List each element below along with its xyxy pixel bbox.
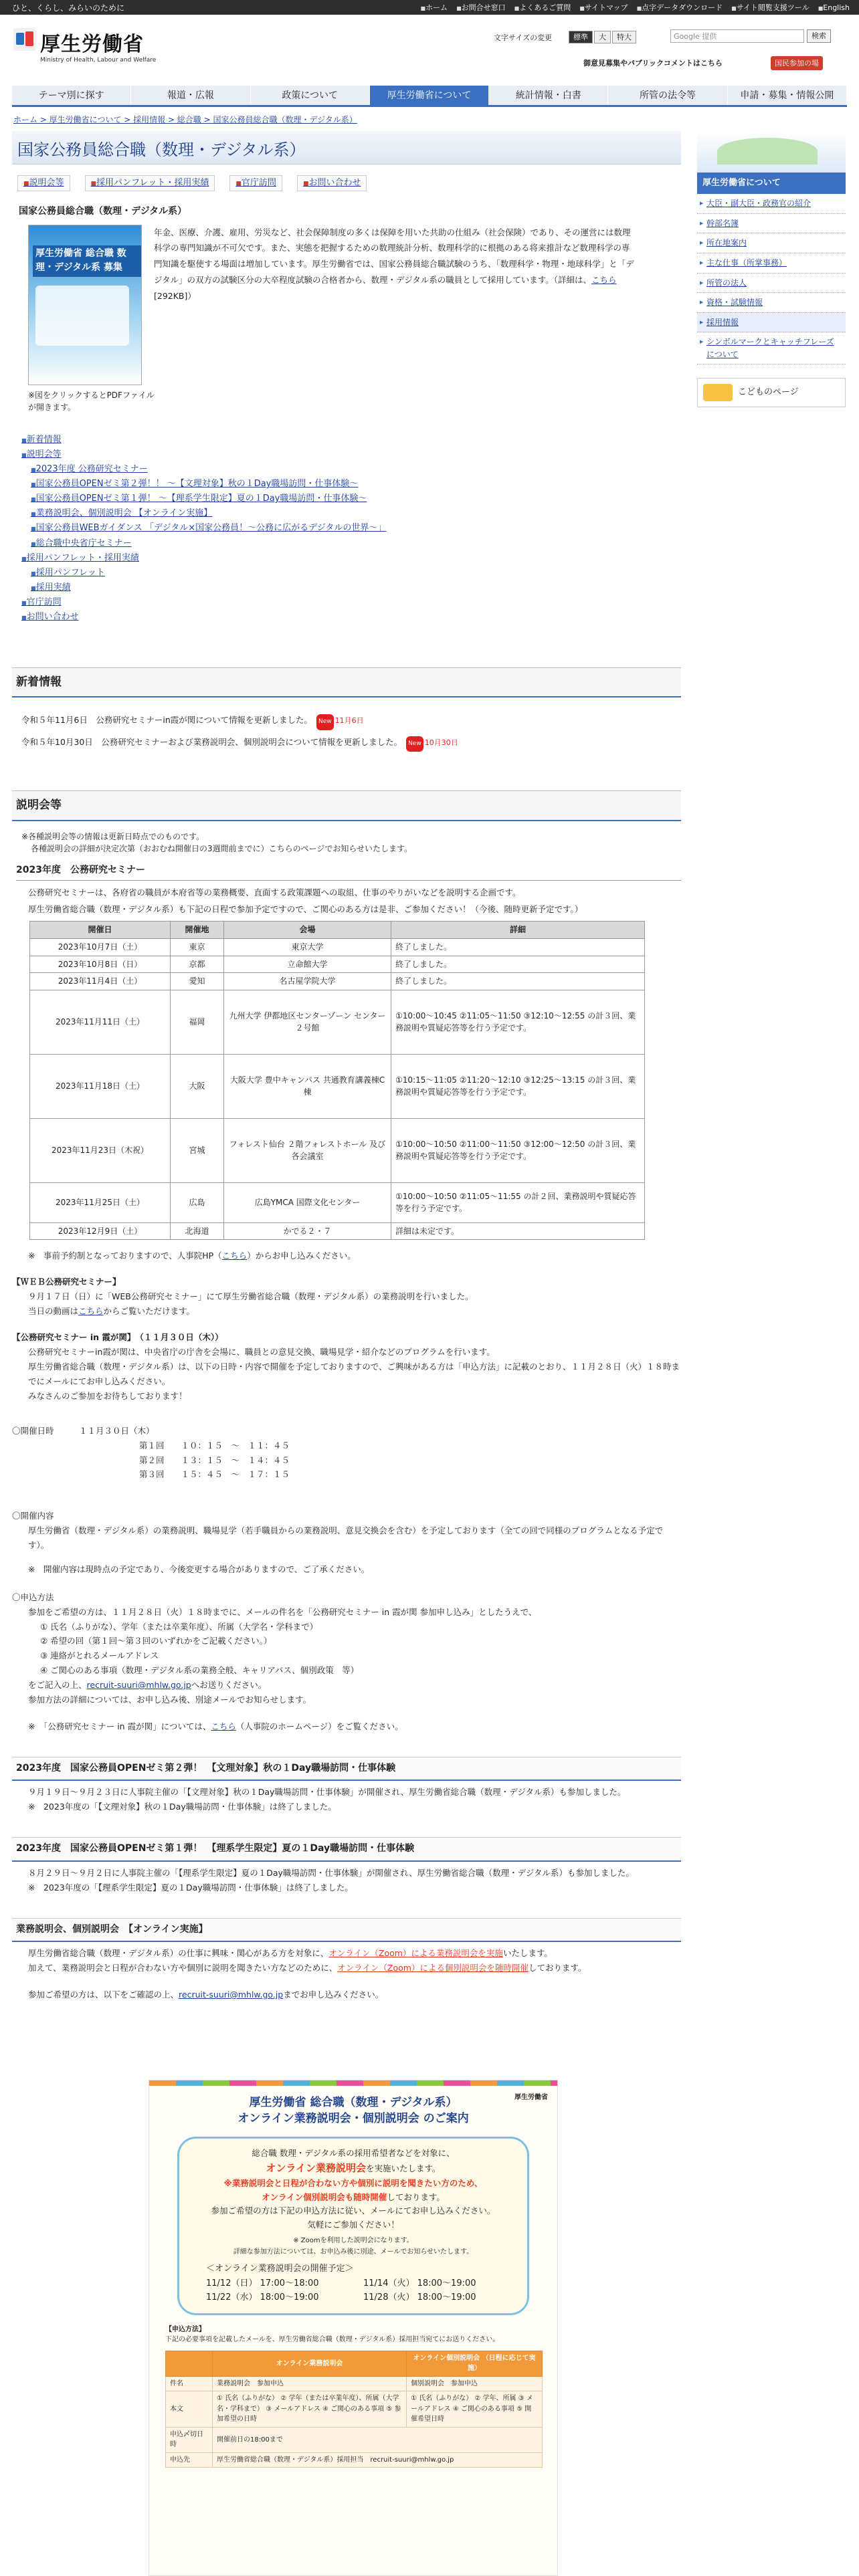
nav-about[interactable]: 厚生労働省について <box>370 86 489 105</box>
online-p2 <box>28 1961 681 1975</box>
kasumi-content: 厚生労働省（数理・デジタル系）の業務説明、職場見学（若手職員からの業務説明、意見交換会を含む）を予定しております（全ての回で同様のプログラムとなる予定です）。 <box>28 1525 664 1550</box>
flyer-apply <box>165 2325 541 2468</box>
kasumi-end <box>28 1719 681 1734</box>
flyer-schedule-item: 11/12（日） 17:00〜18:00 <box>206 2278 319 2288</box>
kasumi-jinjiin-link[interactable]: こちら <box>211 1721 236 1731</box>
table-row <box>30 990 645 1054</box>
intro-pdf-link[interactable]: こちら <box>591 274 617 285</box>
reserve-tail: ）からお申し込みください。 <box>247 1251 356 1261</box>
online-p2-b: しております。 <box>528 1963 587 1973</box>
col-place: 開催地 <box>171 922 224 939</box>
link-accessibility[interactable]: ■ サイト閲覧支援ツール <box>731 2 809 13</box>
kasumi-last: 参加方法の詳細については、お申し込み後、別途メールでお知らせします。 <box>28 1694 312 1705</box>
flyer-table-row <box>166 2391 543 2428</box>
online-p1 <box>28 1946 681 1961</box>
table-row <box>30 973 645 990</box>
flyer-schedule-item: 11/14（火） 18:00〜19:00 <box>363 2278 476 2288</box>
flyer-col <box>166 2351 213 2376</box>
open1-block <box>12 1866 681 1895</box>
flyer-table-header <box>166 2351 543 2376</box>
table-row <box>30 1182 645 1222</box>
news-item <box>21 710 681 732</box>
sidebar-heading: 厚生労働省について <box>697 173 846 194</box>
anchor-visit[interactable]: ■ 官庁訪問 <box>229 175 282 191</box>
flyer-cell: ① 氏名（ふりがな） ② 学年（または卒業年度）、所属（大学名・学科まで） ③ メールアドレス ④ ご関心のある事項 ⑤ 参加希望の日時 <box>213 2391 407 2428</box>
breadcrumb[interactable]: ホーム > 厚生労働省について > 採用情報 > 総合職 > 国家公務員総合職（数理・デジタル系） <box>13 115 357 124</box>
open2-heading: 2023年度 国家公務員OPENゼミ第２弾！ 【文理対象】秋の１Day職場訪問・仕事体験 <box>12 1757 681 1782</box>
intro-heading: 国家公務員総合職（数理・デジタル系） <box>19 206 187 217</box>
kasumi-slot: 第１回 １０：１５ 〜 １１：４５ <box>139 1440 290 1451</box>
flyer-l2-b: を実施いたします。 <box>366 2163 441 2174</box>
flyer-cell: 申込先 <box>166 2452 213 2468</box>
nav-press[interactable]: 報道・広報 <box>131 86 250 105</box>
online-p1-b: いたします。 <box>502 1948 553 1959</box>
link-english[interactable]: ■ English <box>818 2 850 13</box>
sidebar-list <box>697 194 846 364</box>
opinion-link[interactable]: 御意見募集やパブリックコメントはこちら <box>583 59 723 68</box>
seminar-desc: 公務研究セミナーは、各府省の職員が本府省等の業務概要、直面する政策課題への取組、仕事のやりがいなどを説明する企画です。 <box>28 887 521 897</box>
toc-web-guidance[interactable]: ■ 国家公務員WEBガイダンス 「デジタル×国家公務員！〜公務に広がるデジタルの世界〜」 <box>31 521 681 536</box>
web-seminar-heading: 【ＷＥＢ公務研究セミナー】 <box>12 1276 121 1287</box>
kasumigaseki-heading: 【公務研究セミナー in 霞が関】 （１１月３０日（木）） <box>12 1332 223 1343</box>
video-pre: 当日の動画は <box>28 1305 79 1316</box>
flyer-l4 <box>186 2191 520 2205</box>
sidebar-item-duties[interactable]: ▶ 主な仕事（所掌事務） <box>697 253 846 274</box>
kasumi-apply-item: ④ ご関心のある事項（数理・デジタル系の業務全般、キャリアパス、個別政策 等） <box>40 1665 359 1676</box>
nav-application[interactable]: 申請・募集・情報公開 <box>728 86 847 105</box>
flyer-title-1: 厚生労働省 総合職（数理・デジタル系） <box>249 2096 458 2109</box>
sidebar-item-corporations[interactable]: ▶ 所管の法人 <box>697 274 846 294</box>
table-row <box>30 1054 645 1118</box>
sidebar-item-ministers[interactable]: ▶ 大臣・副大臣・政務官の紹介 <box>697 194 846 214</box>
toc-open1[interactable]: ■ 国家公務員OPENゼミ第１弾！ 〜【理系学生限定】夏の１Day職場訪問・仕事体験〜 <box>31 492 681 506</box>
flyer-cell: 個別説明会 参加申込 <box>407 2376 543 2391</box>
online-p2-a: 加えて、業務説明会と日程が合わない方や個別に説明を聞きたい方などのために、 <box>28 1963 338 1973</box>
flyer-cell: 申込〆切日時 <box>166 2427 213 2452</box>
open2-block <box>12 1785 681 1814</box>
toc-pamphlet-sub[interactable]: ■ 採用パンフレット <box>31 566 681 580</box>
font-size-large-button[interactable]: 大 <box>594 31 611 43</box>
web-seminar-text: ９月１７日（日）に「WEB公務研究セミナー」にて厚生労働省総合職（数理・デジタル系）の業務説明を行いました。 <box>28 1291 474 1301</box>
poster-title: 厚生労働省 総合職 数理・デジタル系 募集 <box>33 245 141 277</box>
pamphlet-thumbnail[interactable] <box>28 225 142 385</box>
cell-detail: 終了しました。 <box>391 973 645 990</box>
toc-ministry-seminar[interactable]: ■ 総合職中央省庁セミナー <box>31 536 681 551</box>
kasumi-mail-row <box>28 1678 681 1693</box>
online-individual-link[interactable]: オンライン（Zoom）による個別説明会を随時開催 <box>337 1963 529 1973</box>
flyer-title <box>149 2095 557 2127</box>
flyer-logo: 厚生労働省 <box>514 2094 548 2101</box>
flyer-table-row <box>166 2376 543 2391</box>
cell-date: 2023年12月9日（土） <box>30 1222 171 1240</box>
news-date: 10月30日 <box>424 738 458 747</box>
cell-place: 愛知 <box>171 973 224 990</box>
sidebar-item-qualifications[interactable]: ▶ 資格・試験情報 <box>697 293 846 313</box>
flyer-schedule-heading: ＜オンライン業務説明会の開催予定＞ <box>206 2264 354 2274</box>
toc-seminar[interactable]: ■ 2023年度 公務研究セミナー <box>31 462 681 477</box>
flyer-l5: 参加ご希望の方は下記の申込方法に従い、メールにてお申し込みください。 <box>211 2206 496 2216</box>
news-text: 令和５年11月6日 公務研究セミナーin霞が関について情報を更新しました。 <box>21 715 313 726</box>
toc-contact[interactable]: ■ お問い合わせ <box>21 610 681 625</box>
anchor-pamphlet[interactable]: ■ 採用パンフレット・採用実績 <box>85 175 215 191</box>
cell-venue: 大阪大学 豊中キャンパス 共通教育講義棟C棟 <box>224 1054 391 1118</box>
setsumei-heading: 説明会等 <box>12 790 681 821</box>
toc-visit[interactable]: ■ 官庁訪問 <box>21 595 681 610</box>
page-title-bar <box>12 131 681 165</box>
kasumi-date-label: 〇開催日時 <box>12 1425 54 1436</box>
seminar-subheading: 2023年度 公務研究セミナー <box>16 863 681 881</box>
reserve-text: ※ 事前予約制となっておりますので、人事院HP（ <box>28 1251 222 1261</box>
table-row <box>30 1222 645 1240</box>
flyer-apply-heading: 【申込方法】 <box>165 2325 205 2333</box>
open1-heading: 2023年度 国家公務員OPENゼミ第１弾！ 【理系学生限定】夏の１Day職場訪問・仕事体験 <box>12 1837 681 1862</box>
cell-date: 2023年10月7日（土） <box>30 939 171 956</box>
intro-block <box>28 225 681 385</box>
tagline: ひと、くらし、みらいのために <box>12 3 125 13</box>
kokumin-button[interactable]: 国民参加の場 <box>771 56 823 70</box>
open2-text: ９月１９日〜９月２３日に人事院主催の「【文理対象】秋の１Day職場訪問・仕事体験」が開催され、厚生労働省総合職（数理・デジタル系）も参加しました。 <box>28 1787 626 1798</box>
nav-policy[interactable]: 政策について <box>251 86 370 105</box>
new-badge: New <box>316 714 334 730</box>
cell-place: 京都 <box>171 956 224 973</box>
kasumi-date: １１月３０日（木） <box>79 1425 155 1436</box>
table-row <box>30 939 645 956</box>
top-bar <box>0 0 859 15</box>
web-seminar-block <box>12 1275 681 1319</box>
search-button[interactable]: 検索 <box>807 29 831 43</box>
jinjiin-link[interactable]: こちら <box>221 1251 248 1261</box>
open1-text: ８月２９日〜９月２日に人事院主催の「【理系学生限定】夏の１Day職場訪問・仕事体験」が開催され、厚生労働省総合職（数理・デジタル系）も参加しました。 <box>28 1867 634 1878</box>
sidebar-illustration <box>697 131 846 173</box>
kasumi-end-text: ※ 「公務研究セミナー in 霞が関」については、 <box>28 1721 211 1731</box>
kids-icon <box>703 384 733 401</box>
nav-law[interactable]: 所管の法令等 <box>608 86 727 105</box>
sidebar-item-symbol[interactable]: ▶ シンボルマークとキャッチフレーズについて <box>697 332 846 364</box>
link-faq[interactable]: ■ よくあるご質問 <box>514 2 571 13</box>
kasumi-content-label: 〇開催内容 <box>12 1511 54 1521</box>
intro-text <box>154 225 636 385</box>
link-contact[interactable]: ■ お問合せ窓口 <box>456 2 506 13</box>
news-list <box>21 710 681 753</box>
cell-date: 2023年11月4日（土） <box>30 973 171 990</box>
flyer-apply-text: 下記の必要事項を記載したメールを、厚生労働省総合職（数理・デジタル系）採用担当宛てにお送りください。 <box>165 2336 500 2344</box>
flyer-cell: 業務説明会 参加申込 <box>213 2376 407 2391</box>
flyer-schedule-item: 11/22（水） 18:00〜19:00 <box>206 2292 319 2303</box>
cell-detail: ①10:00〜10:50 ②11:05〜11:55 の計２回、業務説明や質疑応答等を行う予定です。 <box>391 1182 645 1222</box>
recruit-mail-link[interactable]: recruit-suuri@mhlw.go.jp <box>86 1680 191 1690</box>
news-heading: 新着情報 <box>12 667 681 697</box>
toc-online[interactable]: ■ 業務説明会、個別説明会 【オンライン実施】 <box>31 506 681 521</box>
search-input[interactable]: Google 提供 <box>670 29 804 43</box>
seminar-desc-2: 厚生労働省総合職（数理・デジタル系）も下記の日程で参加予定ですので、ご関心のある方は是非、ご参加ください！（今後、随時更新予定です。） <box>28 904 583 915</box>
toc-news[interactable]: ■ 新着情報 <box>21 433 681 447</box>
flyer-z2: 詳細な参加方法については、お申込み後に別途、メールでお知らせいたします。 <box>233 2248 474 2256</box>
kasumi-slot: 第２回 １３：１５ 〜 １４：４５ <box>139 1455 290 1465</box>
kasumi-apply-item: ① 氏名（ふりがな）、学年（または卒業年度）、所属（大学名・学科まで） <box>40 1621 318 1632</box>
kasumi-apply-item: ③ 連絡がとれるメールアドレス <box>40 1650 159 1661</box>
utility-links <box>421 2 850 13</box>
flyer-l4-em: オンライン個別説明会も随時開催 <box>262 2191 387 2202</box>
table-of-contents <box>21 433 681 625</box>
cell-detail: ①10:00〜10:50 ②11:00〜11:50 ③12:00〜12:50 の計３回、業務説明や質疑応答等を行う予定です。 <box>391 1118 645 1182</box>
news-item <box>21 732 681 754</box>
page-title: 国家公務員総合職（数理・デジタル系） <box>17 140 306 159</box>
col-venue: 会場 <box>224 922 391 939</box>
online-mail-link[interactable]: recruit-suuri@mhlw.go.jp <box>179 1989 284 2000</box>
flyer-l2 <box>186 2160 520 2177</box>
cell-date: 2023年11月11日（土） <box>30 990 171 1054</box>
kasumigaseki-block <box>12 1330 681 1733</box>
mhlw-logo-icon[interactable] <box>13 28 36 51</box>
flyer-cell: ① 氏名（ふりがな） ② 学年、所属 ③ メールアドレス ④ ご関心のある事項 ⑤ 開催希望日時 <box>407 2391 543 2428</box>
video-tail: からご覧いただけます。 <box>103 1305 195 1316</box>
kasumigaseki-p2: 厚生労働省総合職（数理・デジタル系）は、以下の日時・内容で開催を予定しておりますので、ご興味がある方は「申込方法」に記載のとおり、１１月２８日（火）１８時までにメールにてお申し込みください。 <box>28 1362 680 1386</box>
kasumi-slot: 第３回 １５：４５ 〜 １７：１５ <box>139 1469 290 1480</box>
flyer-color-band <box>149 2080 557 2086</box>
cell-date: 2023年11月23日（木祝） <box>30 1118 171 1182</box>
kasumigaseki-p3: みなさんのご参加をお待ちしております！ <box>28 1390 187 1401</box>
toc-results[interactable]: ■ 採用実績 <box>31 580 681 595</box>
global-nav <box>12 86 847 107</box>
kids-page-banner[interactable] <box>697 378 846 407</box>
toc-pamphlet[interactable]: ■ 採用パンフレット・採用実績 <box>21 551 681 566</box>
cell-place: 東京 <box>171 939 224 956</box>
anchor-setsumei[interactable]: ■ 説明会等 <box>17 175 70 191</box>
cell-place: 広島 <box>171 1182 224 1222</box>
cell-detail: ①10:15〜11:05 ②11:20〜12:10 ③12:25〜13:15 の計３回、業務説明や質疑応答等を行う予定です。 <box>391 1054 645 1118</box>
cell-venue: かでる２・７ <box>224 1222 391 1240</box>
poster-wrap <box>28 225 142 385</box>
online-heading: 業務説明会、個別説明会 【オンライン実施】 <box>12 1918 681 1943</box>
flyer-cell: 開催前日の18:00まで <box>213 2427 543 2452</box>
sidebar-item-recruitment[interactable]: ▶ 採用情報 <box>697 313 846 333</box>
setsumei-note-1: ※各種説明会等の情報は更新日時点でのものです。 <box>21 831 205 841</box>
sidebar <box>697 131 846 407</box>
poster-caption: ※図をクリックするとPDFファイルが開きます。 <box>28 390 155 413</box>
toc-setsumei[interactable]: ■ 説明会等 <box>21 447 681 462</box>
flyer-l3: ※業務説明会と日程が合わない方や個別に説明を聞きたい方のため、 <box>223 2177 483 2188</box>
flyer-apply-table <box>165 2351 543 2468</box>
anchor-contact[interactable]: ■ お問い合わせ <box>297 175 367 191</box>
col-detail: 詳細 <box>391 922 645 939</box>
cell-detail: 終了しました。 <box>391 939 645 956</box>
flyer-schedule-grid <box>206 2276 520 2305</box>
cell-place: 福岡 <box>171 990 224 1054</box>
table-row <box>30 1118 645 1182</box>
open1-note: ※ 2023年度の「【理系学生限定】夏の１Day職場訪問・仕事体験」は終了しました。 <box>28 1882 353 1893</box>
site-logo-english: Ministry of Health, Labour and Welfare <box>40 57 157 64</box>
online-p3-b: までお申し込みください。 <box>283 1989 384 2000</box>
flyer-col: オンライン業務説明会 <box>213 2351 407 2376</box>
flyer-l6: 気軽にご参加ください！ <box>307 2219 399 2230</box>
intro-pdf-size: [292KB]） <box>154 290 196 301</box>
kasumi-apply-item: ② 希望の回（第１回〜第３回のいずれかをご記載ください。） <box>40 1636 272 1646</box>
flyer-cell: 厚生労働省総合職（数理・デジタル系）採用担当 recruit-suuri@mhlw.go.jp <box>213 2452 543 2468</box>
open2-note: ※ 2023年度の「【文理対象】秋の１Day職場訪問・仕事体験」は終了しました。 <box>28 1802 337 1812</box>
cell-venue: 九州大学 伊都地区センターゾーン センター２号館 <box>224 990 391 1054</box>
font-size-buttons <box>569 31 638 43</box>
news-text: 令和５年10月30日 公務研究セミナーおよび業務説明会、個別説明会について情報を更新しました。 <box>21 736 403 747</box>
link-sitemap[interactable]: ■ サイトマップ <box>579 2 628 13</box>
cell-venue: フォレスト仙台 ２階フォレストホール 及び各会議室 <box>224 1118 391 1182</box>
nav-theme[interactable]: テーマ別に探す <box>12 86 131 105</box>
cell-place: 大阪 <box>171 1054 224 1118</box>
kids-page-label: こどものページ <box>738 387 799 398</box>
flyer-l1: 総合職 数理・デジタル系の採用希望者などを対象に、 <box>252 2147 455 2158</box>
table-row <box>30 956 645 973</box>
kasumi-end-tail: （人事院のホームページ）をご覧ください。 <box>235 1721 403 1731</box>
anchor-links <box>17 175 367 191</box>
cell-detail: 終了しました。 <box>391 956 645 973</box>
col-date: 開催日 <box>30 922 171 939</box>
online-zoom-link[interactable]: オンライン（Zoom）による業務説明会を実施 <box>328 1948 503 1959</box>
link-braille[interactable]: ■ 点字データダウンロード <box>637 2 723 13</box>
news-date: 11月6日 <box>335 716 364 726</box>
video-link[interactable]: こちら <box>78 1305 104 1316</box>
cell-date: 2023年11月25日（土） <box>30 1182 171 1222</box>
seminar-table <box>29 921 645 1240</box>
sidebar-item-executives[interactable]: ▶ 幹部名簿 <box>697 214 846 234</box>
cell-date: 2023年11月18日（土） <box>30 1054 171 1118</box>
online-session-flyer[interactable] <box>149 2080 558 2576</box>
intro-body: 年金、医療、介護、雇用、労災など、社会保障制度の多くは保障を用いた共助の仕組み（社会保険）であり、その運営には数理科学の専門知識が不可欠です。また、実態を把握するための数理統計分析、数理科学的に根拠のある将来推計など数理科学の専門知識を駆使する場面は増加しています。厚生労働省では、国家公務員総合職試験のうち、「数理科学・物理・地球科学」と「デジタル」の双方の試験区分の大卒程度試験の合格者から、数理・デジタル系の職員として採用しています。（詳細は、 <box>154 227 634 285</box>
setsumei-note <box>21 831 681 855</box>
nav-statistics[interactable]: 統計情報・白書 <box>489 86 608 105</box>
font-size-label: 文字サイズの変更 <box>494 33 553 42</box>
font-size-standard-button[interactable]: 標準 <box>569 31 593 43</box>
online-block <box>12 1946 681 2002</box>
flyer-title-2: オンライン業務説明会・個別説明会 のご案内 <box>237 2111 469 2125</box>
new-badge: New <box>406 736 423 752</box>
web-seminar-video <box>28 1304 681 1319</box>
kasumi-apply-label: 〇申込方法 <box>12 1592 54 1602</box>
flyer-z1: ※ Zoomを利用した説明会になります。 <box>293 2237 413 2245</box>
toc-open2[interactable]: ■ 国家公務員OPENゼミ第２弾！！ 〜【文理対象】秋の１Day職場訪問・仕事体験〜 <box>31 477 681 492</box>
kasumi-date-row <box>12 1424 681 1438</box>
cell-venue: 広島YMCA 国際文化センター <box>224 1182 391 1222</box>
flyer-col: オンライン個別説明会 （日程に応じて実施） <box>407 2351 543 2376</box>
flyer-l2-em: オンライン業務説明会 <box>266 2162 367 2175</box>
cell-venue: 立命館大学 <box>224 956 391 973</box>
cell-venue: 名古屋学院大学 <box>224 973 391 990</box>
online-p1-a: 厚生労働省総合職（数理・デジタル系）の仕事に興味・関心がある方を対象に、 <box>28 1948 329 1959</box>
link-home[interactable]: ■ ホーム <box>421 2 448 13</box>
poster-illustration <box>35 286 129 346</box>
main-content <box>12 194 681 2002</box>
flyer-schedule-item: 11/28（火） 18:00〜19:00 <box>363 2292 476 2303</box>
flyer-schedule <box>186 2262 520 2304</box>
flyer-table-row <box>166 2427 543 2452</box>
cell-detail: 詳細は未定です。 <box>391 1222 645 1240</box>
flyer-l4-b: しております。 <box>387 2191 445 2202</box>
setsumei-note-2: 各種説明会の詳細が決定次第（おおむね開催日の3週間前までに）こちらのページでお知らせいたします。 <box>31 844 413 854</box>
sidebar-item-location[interactable]: ▶ 所在地案内 <box>697 233 846 253</box>
cell-place: 北海道 <box>171 1222 224 1240</box>
cell-venue: 東京大学 <box>224 939 391 956</box>
seminar-reserve-note <box>28 1249 681 1262</box>
cell-place: 宮城 <box>171 1118 224 1182</box>
cell-date: 2023年10月8日（日） <box>30 956 171 973</box>
cell-detail: ①10:00〜10:45 ②11:05〜11:50 ③12:10〜12:55 の計３回、業務説明や質疑応答等を行う予定です。 <box>391 990 645 1054</box>
table-header-row <box>30 922 645 939</box>
flyer-table-row <box>166 2452 543 2468</box>
site-header <box>0 15 859 79</box>
flyer-cloud <box>177 2137 529 2315</box>
kasumigaseki-p1: 公務研究セミナーin霞が関は、中央省庁の庁舎を会場に、職員との意見交換、職場見学・紹介などのプログラムを行います。 <box>28 1347 495 1358</box>
font-size-xlarge-button[interactable]: 特大 <box>612 31 636 43</box>
kasumi-content-note: ※ 開催内容は現時点の予定であり、今後変更する場合がありますので、ご了承ください。 <box>28 1564 370 1574</box>
flyer-cell: 本文 <box>166 2391 213 2428</box>
site-logo-text[interactable]: 厚生労働省 <box>40 33 144 56</box>
online-p3 <box>28 1988 681 2002</box>
mail-pre: をご記入の上、 <box>28 1680 87 1690</box>
flyer-cell: 件名 <box>166 2376 213 2391</box>
kasumi-apply: 参加をご希望の方は、１１月２８日（火）１８時までに、メールの件名を「公務研究セミナー in 霞が関 参加申し込み」としたうえで、 <box>28 1606 537 1617</box>
mail-post: へお送りください。 <box>191 1680 267 1690</box>
online-p3-a: 参加ご希望の方は、以下をご確認の上、 <box>28 1989 179 2000</box>
